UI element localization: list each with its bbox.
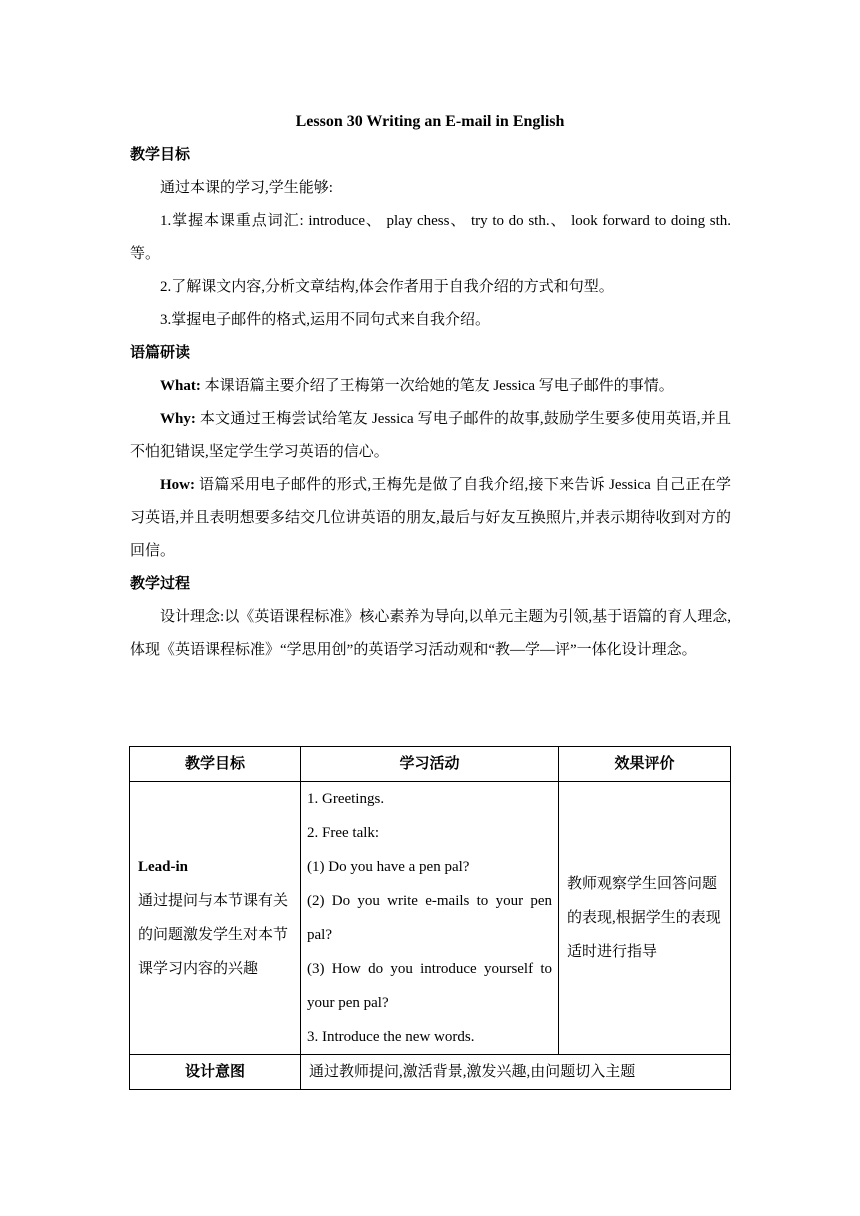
goal-text: 通过提问与本节课有关的问题激发学生对本节课学习内容的兴趣 xyxy=(138,893,289,977)
objectives-intro: 通过本课的学习,学生能够: xyxy=(160,180,333,196)
objective-item: 3.掌握电子邮件的格式,运用不同句式来自我介绍。 xyxy=(160,312,491,328)
goal-cell xyxy=(130,782,301,1055)
activity-item: (2) Do you write e-mails to your pen pal? xyxy=(307,893,552,943)
what-paragraph xyxy=(130,370,731,403)
evaluation-cell: 教师观察学生回答问题的表现,根据学生的表现适时进行指导 xyxy=(559,782,731,1055)
design-intent-label: 设计意图 xyxy=(130,1055,301,1090)
how-label: How: xyxy=(160,477,195,493)
how-paragraph xyxy=(130,469,731,568)
document-body xyxy=(130,139,731,667)
why-text: 本文通过王梅尝试给笔友 Jessica 写电子邮件的故事,鼓励学生要多使用英语,并且不怕犯错误,坚定学生学习英语的信心。 xyxy=(130,411,731,460)
activity-item: (1) Do you have a pen pal? xyxy=(307,859,470,875)
activity-item: 2. Free talk: xyxy=(307,825,380,841)
how-text: 语篇采用电子邮件的形式,王梅先是做了自我介绍,接下来告诉 Jessica 自己正在学习英语,并且表明想要多结交几位讲英语的朋友,最后与好友互换照片,并表示期待收到对方的回信。 xyxy=(130,477,731,559)
why-paragraph xyxy=(130,403,731,469)
table-header: 效果评价 xyxy=(559,747,731,782)
stage-label: Lead-in xyxy=(138,859,189,875)
objective-item: 1.掌握本课重点词汇: introduce、 play chess、 try to do sth.、 look forward to doing sth.等。 xyxy=(130,213,731,262)
page-title: Lesson 30 Writing an E-mail in English xyxy=(295,113,565,130)
section-heading-objectives: 教学目标 xyxy=(130,147,191,163)
what-label: What: xyxy=(160,378,201,394)
table-header: 学习活动 xyxy=(301,747,559,782)
what-text: 本课语篇主要介绍了王梅第一次给她的笔友 Jessica 写电子邮件的事情。 xyxy=(200,378,674,394)
objective-item: 2.了解课文内容,分析文章结构,体会作者用于自我介绍的方式和句型。 xyxy=(160,279,614,295)
design-intent-row xyxy=(130,1055,731,1090)
table-header-row xyxy=(130,747,731,782)
design-intent-text: 通过教师提问,激活背景,激发兴趣,由问题切入主题 xyxy=(301,1055,731,1090)
why-label: Why: xyxy=(160,411,196,427)
section-heading-reading: 语篇研读 xyxy=(130,345,191,361)
activity-item: (3) How do you introduce yourself to your pen pal? xyxy=(307,961,552,1011)
table-row xyxy=(130,782,731,1055)
lesson-plan-table xyxy=(129,746,731,1090)
activity-item: 1. Greetings. xyxy=(307,791,385,807)
design-concept: 设计理念:以《英语课程标准》核心素养为导向,以单元主题为引领,基于语篇的育人理念,体现《英语课程标准》“学思用创”的英语学习活动观和“教—学—评”一体化设计理念。 xyxy=(130,609,731,658)
activities-cell xyxy=(301,782,559,1055)
section-heading-process: 教学过程 xyxy=(130,576,191,592)
table-header: 教学目标 xyxy=(130,747,301,782)
activity-item: 3. Introduce the new words. xyxy=(307,1029,475,1045)
